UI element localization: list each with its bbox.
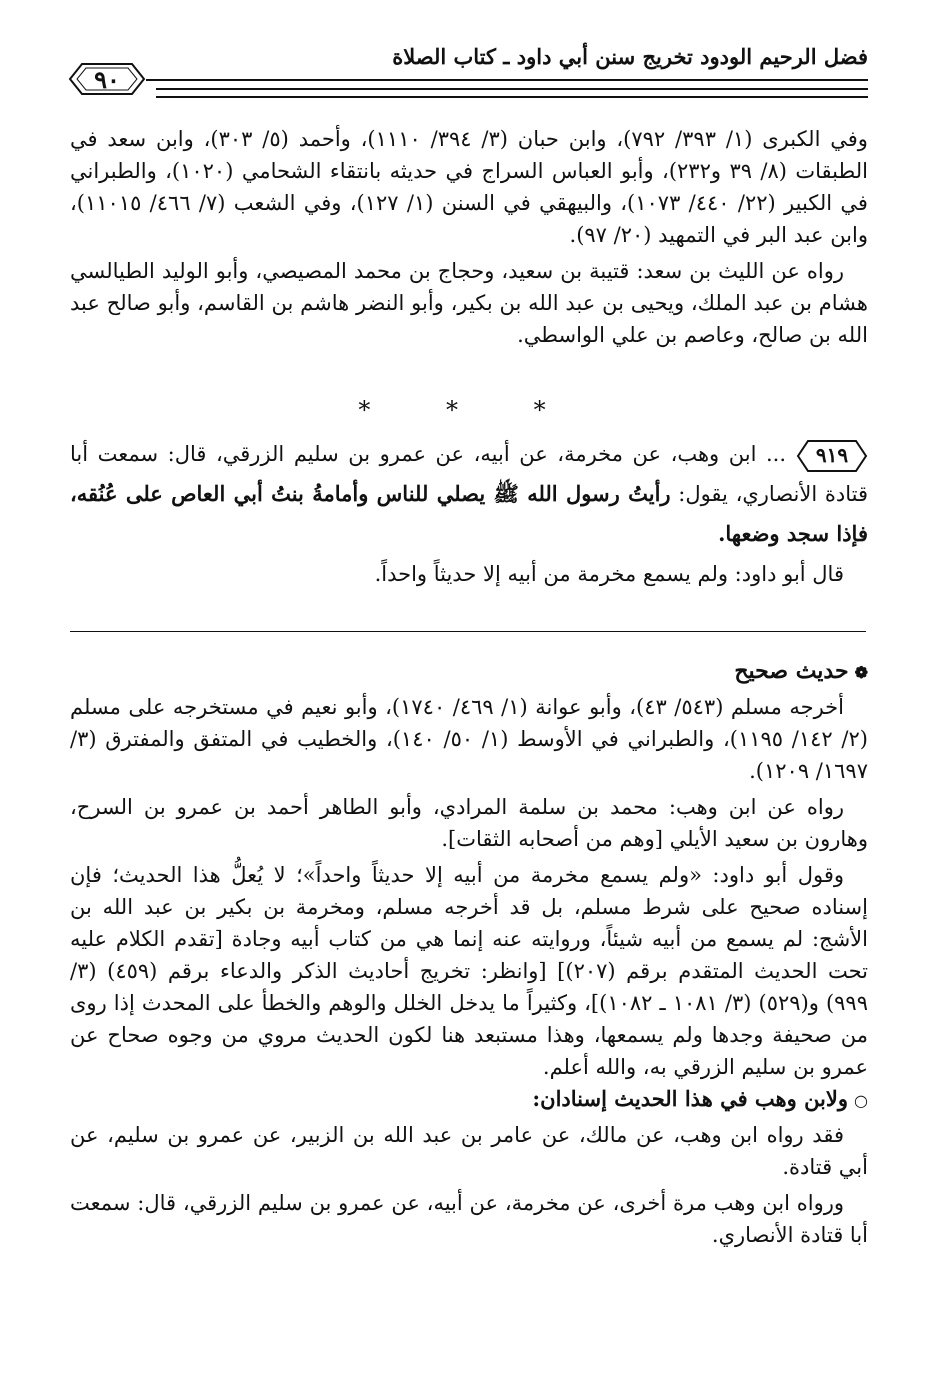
header-double-rule	[156, 88, 868, 104]
grade-mark-icon: ❁	[854, 663, 868, 682]
references-paragraph: وفي الكبرى (١/ ٣٩٣/ ٧٩٢)، وابن حبان (٣/ ٣٩٤/ ١١١٠)، وأحمد (٥/ ٣٠٣)، وابن سعد في الطبقات (٨/ ٣٩ و٢٣٢)، وأبو العباس السراج في حديثه بانتقاء الشحامي (١٠٢٠)، والطبراني في الكبير (٢٢/ ٤٤٠/ ١٠٧٣)، والبيهقي في السنن (١/ ١٢٧)، وفي الشعب (٧/ ٤٦٦/ ١١٠١٥)، وابن عبد البر في التمهيد (٢٠/ ٩٧).	[70, 127, 868, 247]
discussion-paragraph: وقول أبو داود: «ولم يسمع مخرمة من أبيه إلا حديثاً واحداً»؛ لا يُعلُّ هذا الحديث؛ فإن إسناده صحيح على شرط مسلم، بل قد أخرجه مسلم، ومخرمة بن بكير بن عبد الله بن الأشج: لم يسمع من أبيه شيئاً، وروايته عنه إنما هي من كتاب أبيه وجادة [تقدم الكلام عليه تحت الحديث المتقدم برقم (٢٠٧)] [وانظر: تخريج أحاديث الذكر والدعاء برقم (٤٥٩) (٣/ ٩٩٩) و(٥٢٩) (٣/ ١٠٨١ ـ ١٠٨٢)]، وكثيراً ما يدخل الخلل والوهم والخطأ على المحدث إذا روى من صحيفة وجدها ولم يسمعها، وهذا مستبعد هنا لكون الحديث مروي من وجوه صحاح عن عمرو بن سليم الزرقي به، والله أعلم.	[70, 863, 869, 1079]
running-title: فضل الرحيم الودود تخريج سنن أبي داود ـ كتاب الصلاة	[392, 44, 868, 69]
sub-heading: ○ولابن وهب في هذا الحديث إسنادان:	[532, 1086, 868, 1111]
ibn-wahb-narrators-paragraph: رواه عن ابن وهب: محمد بن سلمة المرادي، وأبو الطاهر أحمد بن عمرو بن السرح، وهارون بن سعيد الأيلي [وهم من أصحابه الثقات].	[70, 795, 868, 851]
hadith-chain: ... ابن وهب، عن مخرمة، عن أبيه، عن عمرو بن سليم الزرقي، قال: سمعت أبا قتادة الأنصاري، يقول:	[70, 442, 868, 506]
hadith-section	[70, 435, 868, 592]
second-chain-paragraph: ورواه ابن وهب مرة أخرى، عن مخرمة، عن أبيه، عن عمرو بن سليم الزرقي، قال: سمعت أبا قتادة الأنصاري.	[70, 1191, 868, 1247]
grade-heading: ❁حديث صحيح	[734, 658, 868, 684]
bullet-icon: ○	[854, 1091, 868, 1110]
first-chain-paragraph: فقد رواه ابن وهب، عن مالك، عن عامر بن عبد الله بن الزبير، عن عمرو بن سليم، عن أبي قتادة.	[70, 1123, 868, 1179]
takhrij-paragraph: أخرجه مسلم (٥٤٣/ ٤٣)، وأبو عوانة (١/ ٤٦٩/ ١٧٤٠)، وأبو نعيم في مستخرجه على مسلم (٢/ ١٤٢/ ١١٩٥)، والطبراني في الأوسط (١/ ٥٠/ ١٤٠)، والخطيب في المتفق والمفترق (٣/ ١٦٩٧/ ١٢٠٩).	[70, 695, 868, 783]
hadith-number: ٩١٩	[815, 443, 849, 467]
hadith-matn: رأيتُ رسول الله ﷺ يصلي للناس وأمامةُ بنتُ أبي العاص على عُنُقه، فإذا سجد وضعها.	[70, 481, 868, 546]
page-header	[68, 40, 868, 100]
page-number-badge	[68, 62, 146, 96]
commentary-section	[70, 655, 868, 1251]
abu-dawud-note: قال أبو داود: ولم يسمع مخرمة من أبيه إلا حديثاً واحداً.	[374, 562, 844, 586]
section-separator: * * *	[358, 396, 580, 424]
hadith-number-badge	[796, 439, 868, 473]
narrators-paragraph: رواه عن الليث بن سعد: قتيبة بن سعيد، وحجاج بن محمد المصيصي، وأبو الوليد الطيالسي هشام بن عبد الملك، ويحيى بن عبد الله بن بكير، وأبو النضر هاشم بن القاسم، وأبو صالح عبد الله بن صالح، وعاصم بن علي الواسطي.	[70, 259, 868, 347]
page-number: ٩٠	[94, 64, 120, 94]
upper-section	[70, 123, 868, 351]
hadith-text	[70, 435, 868, 554]
header-rule	[68, 79, 868, 81]
commentary-rule	[70, 631, 866, 632]
